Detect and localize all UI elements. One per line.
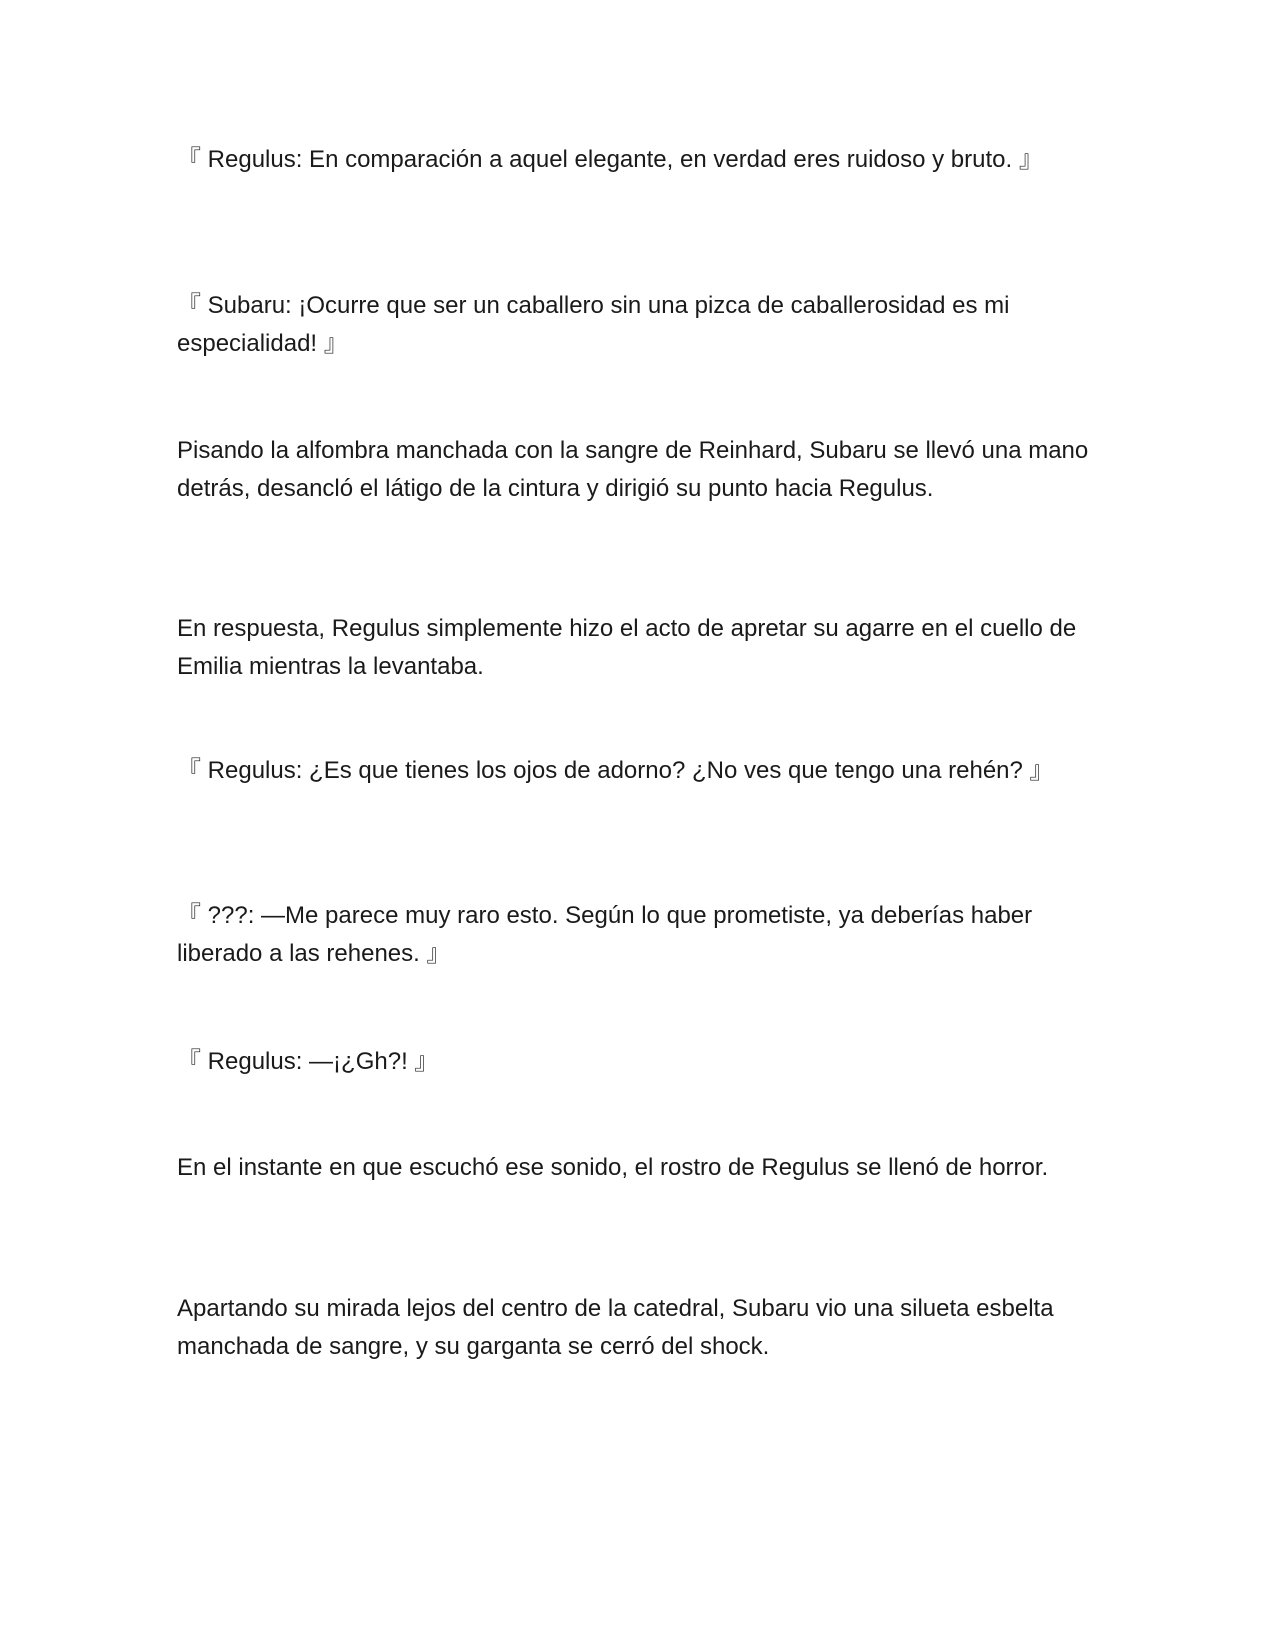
dialogue-paragraph: 『 ???: —Me parece muy raro esto. Según lo que prometiste, ya deberías haber liberado a las rehenes. 』	[177, 902, 1033, 967]
narration-paragraph: Apartando su mirada lejos del centro de la catedral, Subaru vio una silueta esbelta manchada de sangre, y su garganta se cerró del shock.	[177, 1295, 1054, 1360]
dialogue-paragraph: 『 Regulus: —¡¿Gh?! 』	[177, 1048, 439, 1075]
narration-paragraph: En respuesta, Regulus simplemente hizo el acto de apretar su agarre en el cuello de Emilia mientras la levantaba.	[177, 615, 1077, 680]
dialogue-paragraph: 『 Subaru: ¡Ocurre que ser un caballero sin una pizca de caballerosidad es mi especialidad! 』	[177, 292, 1010, 357]
narration-paragraph: En el instante en que escuchó ese sonido, el rostro de Regulus se llenó de horror.	[177, 1154, 1049, 1181]
dialogue-paragraph: 『 Regulus: En comparación a aquel elegante, en verdad eres ruidoso y bruto. 』	[177, 146, 1043, 173]
narration-paragraph: Pisando la alfombra manchada con la sangre de Reinhard, Subaru se llevó una mano detrás, desancló el látigo de la cintura y dirigió su punto hacia Regulus.	[177, 437, 1089, 502]
dialogue-paragraph: 『 Regulus: ¿Es que tienes los ojos de adorno? ¿No ves que tengo una rehén? 』	[177, 757, 1054, 784]
